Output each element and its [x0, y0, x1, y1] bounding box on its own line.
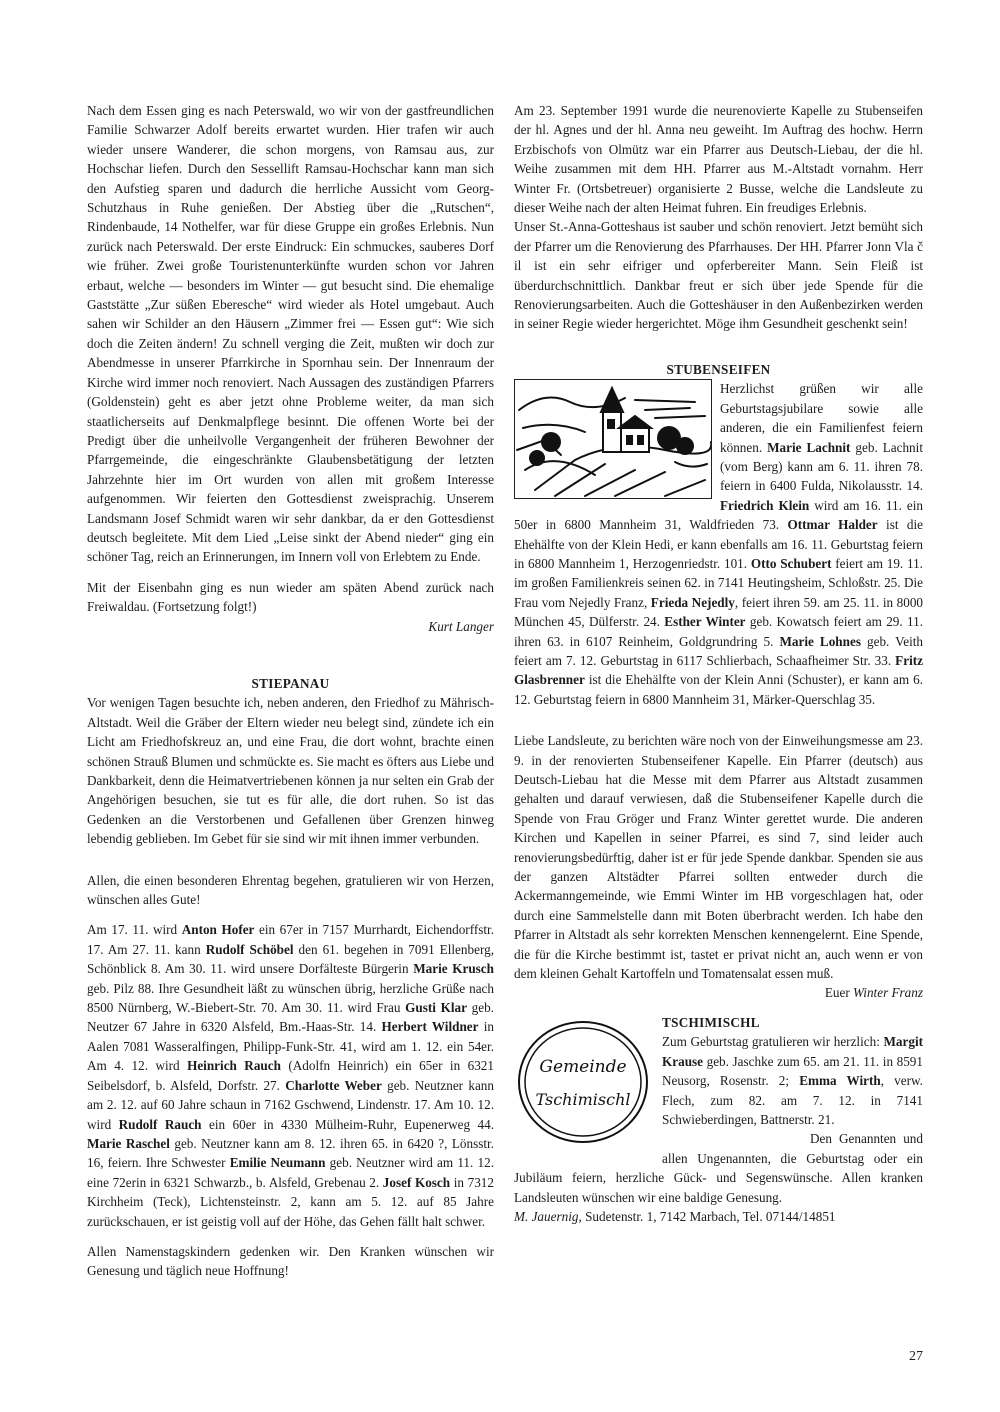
signature-winter-franz: Euer Winter Franz — [824, 985, 923, 1001]
heading-tschimischl: TSCHIMISCHL — [662, 1014, 760, 1030]
person-name: Marie Lachnit — [767, 439, 851, 455]
author-kurt-langer: Kurt Langer — [428, 618, 494, 634]
seal-text-gemeinde: Gemeinde — [539, 1056, 627, 1077]
stiepanau-paragraph: Vor wenigen Tagen besuchte ich, neben anderen, den Friedhof zu Mährisch-Altstadt. Weil die Gräber der Eltern wieder neu belegt sind, zündete ich ein Licht am Friedhofskreuz an, und eine Frau, die dort wohnt, brachte einen schönen Strauß Blumen und schmückte es. Sie macht es öfters aus Liebe und Dankbarkeit, denn die Heimatvertriebenen können ja nur selten ein Grab der Angehörigen besuchen, sie tut es für alle, die dort ruhen. So ist das Gedenken an die Verstorbenen und Gefallenen über Grenzen hinweg lebendig geblieben. Im Gebet für sie sind wir mit ihnen immer verbunden. — [87, 695, 494, 847]
seal-text-tschimischl: Tschimischl — [535, 1089, 631, 1109]
person-name: Marie Lohnes — [779, 633, 861, 649]
greetings-intro: Allen, die einen besonderen Ehrentag begehen, gratulieren wir von Herzen, wünschen alles Gute! — [87, 872, 494, 908]
person-name: Herbert Wildner — [381, 1019, 479, 1035]
person-name: Marie Raschel — [87, 1135, 170, 1151]
return-paragraph: Mit der Eisenbahn ging es nun wieder am späten Abend zurück nach Freiwaldau. (Fortsetzung folgt!) Kurt Langer — [87, 579, 494, 634]
left-column — [87, 101, 494, 1281]
person-name: Gusti Klar — [405, 1000, 467, 1016]
nameday-paragraph: Allen Namenstagskindern gedenken wir. Den Kranken wünschen wir Genesung und täglich neue Hoffnung! — [87, 1243, 494, 1279]
stiepanau-birthdays: Am 17. 11. wird Anton Hofer ein 67er in 7157 Murrhardt, Eichendorffstr. 17. Am 27. 11. kann Rudolf Schöbel den 61. begehen in 7091 Ellenberg, Schönblick 8. Am 30. 11. wird unsere Dorfälteste Bürgerin Marie Krusch geb. Pilz 88. Ihre Gesundheit läßt zu wünschen übrig, herzliche Grüße nach 8500 Nürnberg, W.-Biebert-Str. 70. Am 30. 11. wird Frau Gusti Klar geb. Neutzer 67 Jahre in 6320 Alsfeld, Bm.-Haas-Str. 14. Herbert Wildner in Aalen 7081 Wasseralfingen, Philipp-Funk-Str. 41, wird am 1. 12. ein 54er. Am 4. 12. wird Heinrich Rauch (Adolfn Heinrich) ein 65er in 6321 Seibelsdorf, b. Alsfeld, Dorfstr. 27. Charlotte Weber geb. Neutzner kann am 2. 12. auf 60 Jahre schaun in 7162 Gschwend, Lindenstr. 17. Am 10. 12. wird Rudolf Rauch ein 60er in 4330 Mülheim-Ruhr, Eupenerweg 44. Marie Raschel geb. Neutzner kann am 8. 12. ihren 65. in 6420 ?, Lönsstr. 16, feiern. Ihre Schwester Emilie Neumann geb. Neutzner wird am 11. 12. eine 72erin in 6321 Schwarzb., b. Alsfeld, Grebenau 2. Josef Kosch in 7312 Kirchheim (Teck), Lichtensteinstr. 2, kann am 5. 12. auf 85 Jahre zurückschauen, er ist geistig voll auf der Höhe, das Gehen fällt halt schwer. — [87, 922, 495, 1229]
peterswald-paragraph: Nach dem Essen ging es nach Peterswald, wo wir von der gastfreundlichen Familie Schwarzer Adolf bereits erwartet wurden. Hier trafen wir auch wieder unsere Wanderer, die schon morgens, von Ramsau aus, zur Hochschar liefen. Durch den Sessellift Ramsau-Hochschar kann man sich den Aufstieg sparen und dadurch die herrliche Aussicht vom Georg-Schutzhaus in Ruhe genießen. Der Abstieg über die „Rutschen“, Rindenbaude, 14 Nothelfer, war für diese Gruppe ein großes Erlebnis. Nun zurück nach Peterswald. Der erste Eindruck: Ein schmuckes, sauberes Dorf wie früher. Zwei große Touristenunterkünfte wurden schon vor Jahren erbaut, welche — besonders im Winter — gut besucht sind. Die ehemalige Gaststätte „Zur süßen Eberesche“ wird wieder als Hotel umgebaut. Auch sahen wir Schilder an den Häusern „Zimmer frei — Essen gut“: Wie sich doch die Zeiten ändern! Zu schnell verging die Zeit, mußten wir doch zur Abendmesse in unserer Pfarrkirche in Spornhau sein. Der Innenraum der Kirche wird immer noch renoviert. Nach Aussagen des zuständigen Pfarrers (Goldenstein) geht es aber jetzt ohne Probleme weiter, da man sich staatlicherseits auf Denkmalpflege besinnt. Die offenen Worte bei der Predigt über die unheilvolle Vergangenheit der früheren Bewohner der Pfarrgemeinde, die eingeschränkte Glaubensbetätigung der letzten Jahrzehnte hier im Ort wurden von allen mit großem Interesse aufgenommen. Wir feierten den Gottesdienst zweisprachig. Unserem Landsmann Josef Schmidt waren wir sehr dankbar, da er den Gottesdienst deutsch begleitete. Mit dem Lied „Leise sinkt der Abend nieder“ ging ein schöner Tag, reich an Erinnerungen, im Innern voll von Erlebtem zu Ende. — [87, 103, 494, 565]
person-name: Marie Krusch — [413, 961, 494, 977]
person-name: Charlotte Weber — [285, 1077, 382, 1093]
tschimischl-wishes: Den Genannten und allen Ungenannten, die Geburtstag oder ein Jubiläum feiern, herzliche Gück- und Segenswünsche. Allen kranken Landsleuten wünschen wir eine baldige Genesung. — [514, 1131, 923, 1205]
person-name: Anton Hofer — [181, 922, 255, 938]
tschimischl-block — [514, 1013, 923, 1226]
person-name: Esther Winter — [664, 614, 746, 630]
heading-stubenseifen: STUBENSEIFEN — [666, 361, 771, 377]
person-name: Rudolf Schöbel — [205, 941, 294, 957]
tschimischl-seal — [514, 1017, 652, 1147]
person-name: Heinrich Rauch — [187, 1058, 281, 1074]
person-name: Emilie Neumann — [229, 1155, 326, 1171]
person-name: Ottmar Halder — [787, 517, 878, 533]
tschimischl-birthdays: Zum Geburtstag gratulieren wir herzlich: Margit Krause geb. Jaschke zum 65. am 21. 11. in 8591 Neusorg, Rosenstr. 2; Emma Wirth, verw. Flech, zum 82. am 7. 12. in 7141 Schwieberdingen, Battnerstr. 21. — [662, 1034, 923, 1127]
person-name: Otto Schubert — [750, 555, 832, 571]
einweihung-paragraph: Liebe Landsleute, zu berichten wäre noch von der Einweihungsmesse am 23. 9. in der renovierten Stubenseifener Kapelle. Ein Pfarrer (deutsch) aus Deutsch-Liebau hat die Messe mit dem Pfarrer aus Altstadt zusammen gehalten und darauf verwiesen, daß die Stubenseifener Kapelle durch die Spende von Frau Gröger und Franz Winter gerettet wurde. Die anderen Kirchen und Kapellen in seiner Pfarrei, es sind 7, sind leider auch renovierungsbedürftig, daher ist er für jede Spende dankbar. Spenden sie aus der ganzen Altstädter Pfarrei sollten entweder durch die Ackermanngemeinde, wie Emmi Winter im HB vorgeschlagen hat, oder durch eine Sammelstelle dann mit Boten überbracht werden. Ich habe den Pfarrer in Altstadt als sehr korrekten Menschen kennengelernt. Eine Spende, die für die Kirche bestimmt ist, tastet er privat nicht an, auch wenn er von dem kleinen Gehalt Kartoffeln und Tomatensalat essen muß. — [514, 733, 923, 982]
person-name: Emma Wirth — [799, 1073, 881, 1089]
person-name: Rudolf Rauch — [118, 1116, 202, 1132]
person-name: Fritz Glasbrenner — [514, 652, 923, 688]
contact-line: M. Jauernig, Sudetenstr. 1, 7142 Marbach, Tel. 07144/14851 — [514, 1208, 836, 1224]
kapelle-paragraph: Am 23. September 1991 wurde die neurenovierte Kapelle zu Stubenseifen der hl. Agnes und der hl. Anna neu geweiht. Im Auftrag des hochw. Herrn Erzbischofs von Olmütz war ein Pfarrer aus Deutsch-Liebau, der die hl. Weihe zusammen mit dem HH. Pfarrer aus M.-Altstadt vornahm. Herr Winter Fr. (Ortsbetreuer) organisierte 2 Busse, welche die Landsleute zu dieser Weihe nach der alten Heimat fuhren. Ein freudiges Erlebnis. — [514, 103, 923, 216]
stubenseifen-block — [514, 379, 923, 709]
stubenseifen-birthdays: Herzlichst grüßen wir alle Geburtstagsjubilare sowie alle anderen, die ein Familienfest feiern können. Marie Lachnit geb. Lachnit (vom Berg) kann am 6. 11. ihren 78. feiern in 6400 Fulda, Nikolausstr. 14. Friedrich Klein wird am 16. 11. ein 50er in 6800 Mannheim 31, Waldfrieden 73. Ottmar Halder ist die Ehehälfte von der Klein Hedi, er kann ebenfalls am 16. 11. Geburtstag feiern in 6800 Mannheim 1, Herzogenriedstr. 101. Otto Schubert feiert am 19. 11. im großen Familienkreis seinen 62. in 7141 Heutingsheim, Schloßstr. 25. Die Frau vom Nejedly Franz, Frieda Nejedly, feiert ihren 59. am 25. 11. in 8000 München 45, Dülferstr. 24. Esther Winter geb. Kowatsch feiert am 29. 11. ihren 63. in 6107 Reinheim, Goldgrundring 5. Marie Lohnes geb. Veith feiert am 7. 12. Geburtstag in 6117 Schlierbach, Schaafheimer Str. 33. Fritz Glasbrenner ist die Ehehälfte von der Klein Anni (Schuster), er kann am 6. 12. Geburtstag feiern in 6800 Mannheim 31, Märker-Querschlag 35. — [514, 381, 924, 707]
person-name: Friedrich Klein — [720, 497, 810, 513]
heading-stiepanau: STIEPANAU — [251, 675, 330, 691]
right-column — [514, 101, 923, 1226]
page-number: 27 — [909, 1349, 923, 1364]
stubenseifen-church-drawing — [514, 379, 712, 499]
gotteshaus-paragraph: Unser St.-Anna-Gotteshaus ist sauber und schön renoviert. Jetzt bemüht sich der Pfarrer um die Renovierung des Pfarrhauses. Der HH. Pfarrer Jonn Vla č il ist ein sehr eifriger und opferbereiter Mann. Sein Fleiß ist überdurchschnittlich. Dankbar freut er sich über jede Spende für die Renovierungsarbeiten. Auch die Gotteshäuser in den Außenbezirken werden in seiner Regie wieder hergerichtet. Möge ihm Gesundheit geschenkt sein! — [514, 219, 923, 332]
person-name: Margit Krause — [662, 1034, 923, 1069]
person-name: Frieda Nejedly — [650, 594, 735, 610]
person-name: Josef Kosch — [382, 1174, 451, 1190]
